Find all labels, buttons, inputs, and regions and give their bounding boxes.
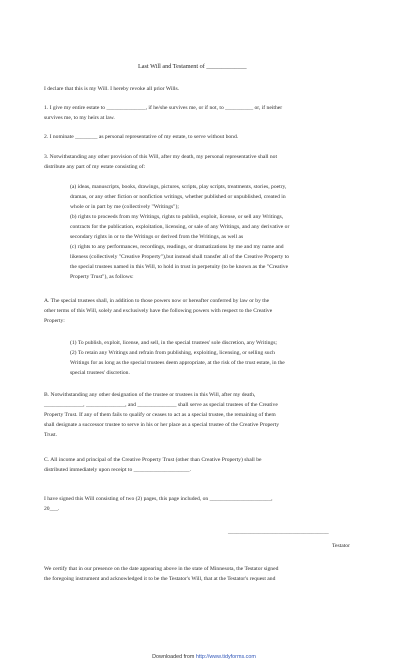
footer-prefix: Downloaded from [152,654,196,660]
clause-3c-line-1: (c) rights to any performances, recordings, readings, or dramatizations by me and my name and [70,244,284,250]
clause-b-line-5: Trust. [44,432,58,438]
certification-line-1: We certify that in our presence on the date appearing above in the state of Minnesota, the Testator signed [44,566,279,572]
clause-a-line-1: A. The special trustees shall, in addition to those powers now or hereafter conferred by law or by the [44,298,270,304]
document-title: Last Will and Testament of _____________ [138,63,247,70]
clause-3c-line-3: the special trustees named in this Will, to hold in trust in perpetuity (to be known as the "Creative [70,264,289,270]
declaration-line: I declare that this is my Will. I hereby revoke all prior Wills. [44,86,180,92]
clause-c-line-1: C. All income and principal of the Creative Property Trust (other than Creative Property) shall be [44,457,262,463]
clause-3-line-2: distribute any part of my estate consisting of: [44,164,146,170]
clause-3a-line-1: (a) ideas, manuscripts, books, drawings, pictures, scripts, play scripts, treatments, stories, poetry, [70,184,287,190]
clause-3b-line-1: (b) rights to proceeds from my Writings, rights to publish, exploit, license, or sell any Writings, [70,214,284,220]
clause-a-line-2: other terms of this Will, solely and exclusively have the following powers with respect to the Creative [44,308,273,314]
download-footer [0,654,408,660]
signature-line: ____________________________________ [228,529,329,535]
clause-2-line: 2. I nominate ________ as personal representative of my estate, to serve without bond. [44,134,239,140]
clause-b-line-4: shall designate a successor trustee to serve in his or her place as a special trustee of the Creative Property [44,422,280,428]
clause-3c-line-2: likeness (collectively "Creative Property"),but instead shall transfer all of the Creative Property to [70,254,290,260]
clause-1-line-1: 1. I give my entire estate to ______________, if he/she survives me, or if not, to __________ or, if neither [44,105,283,111]
clause-a1-line: (1) To publish, exploit, license, and sell, in the special trustees' sole discretion, any Writings; [70,340,277,346]
clause-a2-line-1: (2) To retain any Writings and refrain from publishing, exploiting, licensing, or selling such [70,350,275,356]
clause-b-line-3: Property Trust. If any of them fails to qualify or ceases to act as a special trustee, the remaining of them [44,412,276,418]
clause-3b-line-3: secondary rights in or to the Writings or derived from the Writings, as well as [70,234,244,240]
clause-3c-line-4: Property Trust"), as follows: [70,274,134,280]
clause-c-line-2: distributed immediately upon receipt to ____________________. [44,467,191,473]
clause-a2-line-3: special trustees' discretion. [70,370,130,376]
signing-line-2: 20___. [44,506,60,512]
testator-label: Testator [332,543,350,549]
clause-a-line-3: Property: [44,318,65,324]
clause-1-line-2: survives me, to my heirs at law. [44,115,115,121]
clause-b-line-1: B. Notwithstanding any other designation of the trustee or trustees in this Will, after my death, [44,392,256,398]
clause-3-line-1: 3. Notwithstanding any other provision of this Will, after my death, my personal representative shall not [44,154,278,160]
clause-3a-line-2: dramas, or any other fiction or nonfiction writings, whether published or unpublished, created in [70,194,286,200]
clause-a2-line-2: Writings for as long as the special trustees deem appropriate, at the risk of the trust estate, in the [70,360,285,366]
clause-3b-line-2: contracts for the publication, exploitation, licensing, or sale of any Writings, and any derivative or [70,224,290,230]
clause-3a-line-3: whole or in part by me (collectively "Writings"); [70,204,179,210]
footer-link[interactable]: http://www.tidyforms.com [195,654,256,660]
certification-line-2: the foregoing instrument and acknowledged it to be the Testator's Will, that at the Testator's request and [44,576,276,582]
signing-line-1: I have signed this Will consisting of two (2) pages, this page included, on ______________________, [44,496,273,502]
clause-b-line-2: ______________, ______________, and ______________ shall serve as special trustees of the Creative [44,402,278,408]
